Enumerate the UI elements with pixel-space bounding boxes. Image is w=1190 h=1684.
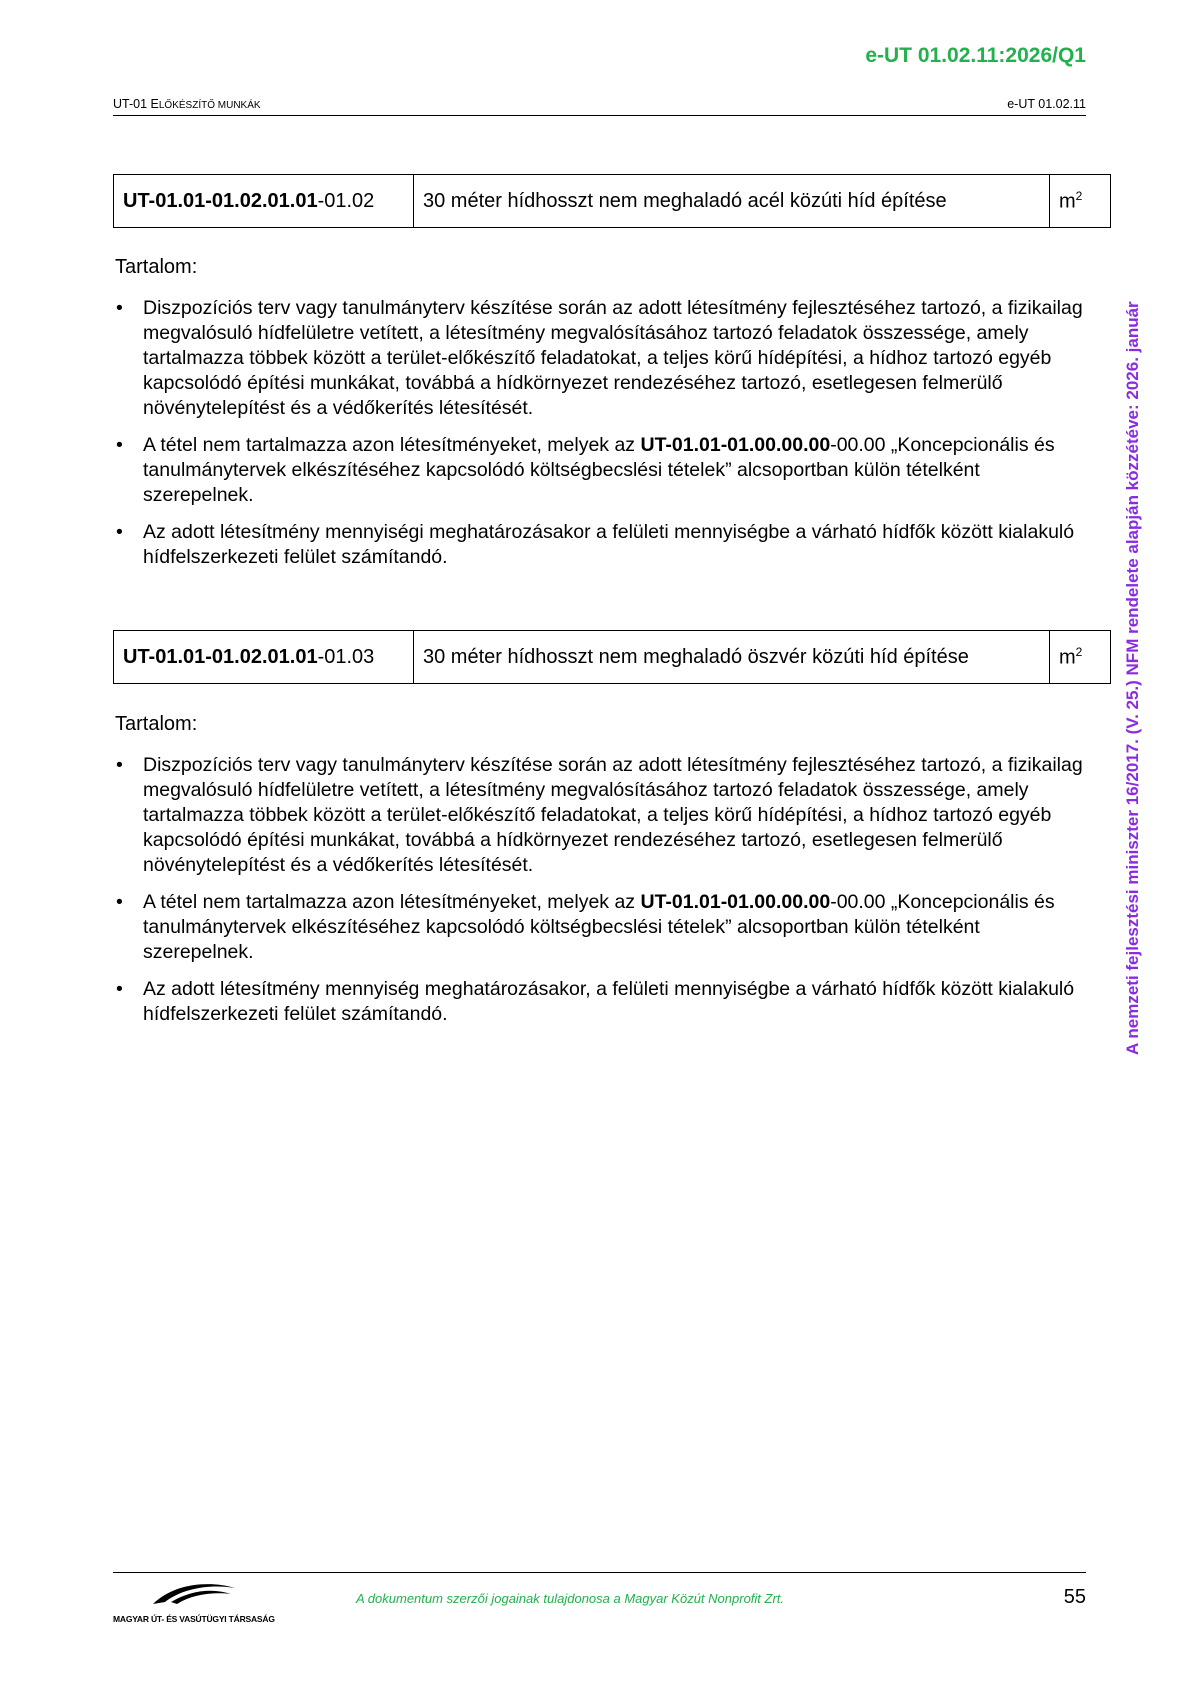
bullet-text-pre: A tétel nem tartalmazza azon létesítményeket, melyek az [143,891,641,913]
bullet-text: Az adott létesítmény mennyiség meghatározásakor, a felületi mennyiségbe a várható hídfők között kialakuló hídfelszerkezeti felület számítandó. [143,978,1075,1025]
header-rule [113,115,1086,116]
bullet-text: Az adott létesítmény mennyiségi meghatározásakor a felületi mennyiségbe a várható hídfők között kialakuló hídfelszerkezeti felület számítandó. [143,521,1075,568]
society-logo [113,1578,275,1624]
bullet-text-ref-code: UT-01.01-01.00.00.00 [640,434,831,456]
bullet-text-ref-code: UT-01.01-01.00.00.00 [640,891,831,913]
bullet-icon: • [116,754,123,776]
bullet-icon: • [116,297,123,319]
bullet-icon: • [116,434,123,456]
unit-base: m [1059,646,1076,669]
unit-exponent: 2 [1075,644,1083,659]
unit-base: m [1059,190,1076,213]
bullet-icon: • [116,521,123,543]
list-item [115,753,1090,878]
footer-copyright: A dokumentum szerzői jogainak tulajdonosa a Magyar Közút Nonprofit Zrt. [356,1591,785,1606]
page-number: 55 [1063,1586,1086,1608]
bullet-text-post: -00.00 „Koncepcionális és tanulmánytervek elkészítéséhez kapcsolódó költségbecslési tételek” alcsoportban külön tételként szerepelnek. [143,434,1055,506]
bullet-text-pre: A tétel nem tartalmazza azon létesítményeket, melyek az [143,434,641,456]
footer-rule [113,1572,1086,1573]
logo-text: MAGYAR ÚT- ÉS VASÚTÜGYI TÁRSASÁG [113,1614,275,1624]
side-publication-note: A nemzeti fejlesztési miniszter 16/2017. (V. 25.) NFM rendelete alapján közzétéve: 2026. január [1123,301,1142,1055]
header-chapter-smallcaps: LŐKÉSZÍTŐ MUNKÁK [158,100,261,111]
item-code-bold: UT-01.01-01.02.01.01 [123,189,318,212]
item-code-suffix: -01.03 [317,645,375,668]
item-code [114,631,414,684]
item-code-bold: UT-01.01-01.02.01.01 [123,645,318,668]
bullet-text-post: -00.00 „Koncepcionális és tanulmánytervek elkészítéséhez kapcsolódó költségbecslési tételek” alcsoportban külön tételként szerepelnek. [143,891,1055,963]
item-title: 30 méter hídhosszt nem meghaladó acél közúti híd építése [414,175,1050,228]
content-label: Tartalom: [115,713,198,735]
content-bullet-list [115,296,1090,582]
list-item [115,433,1090,508]
swoosh-logo-icon [113,1578,263,1608]
item-code-suffix: -01.02 [317,189,375,212]
bullet-icon: • [116,891,123,913]
item-code [114,175,414,228]
item-unit [1050,175,1111,228]
header-doc-ref: e-UT 01.02.11 [1007,97,1086,111]
list-item [115,520,1090,570]
bullet-icon: • [116,978,123,1000]
list-item [115,890,1090,965]
item-unit [1050,631,1111,684]
bullet-text: Diszpozíciós terv vagy tanulmányterv készítése során az adott létesítmény fejlesztéséhez tartozó, a fizikailag megvalósuló hídfelületre vetített, a létesítmény megvalósításához tartozó feladatok összessége, amely tartalmazza többek között a terület-előkészítő feladatokat, a teljes körű hídépítési, a hídhoz tartozó egyéb kapcsolódó építési munkákat, továbbá a hídkörnyezet rendezéséhez tartozó, esetlegesen felmerülő növénytelepítést és a védőkerítés létesítését. [143,297,1083,419]
bullet-text: Diszpozíciós terv vagy tanulmányterv készítése során az adott létesítmény fejlesztéséhez tartozó, a fizikailag megvalósuló hídfelületre vetített, a létesítmény megvalósításához tartozó feladatok összessége, amely tartalmazza többek között a terület-előkészítő feladatokat, a teljes körű hídépítési, a hídhoz tartozó egyéb kapcsolódó építési munkákat, továbbá a hídkörnyezet rendezéséhez tartozó, esetlegesen felmerülő növénytelepítést és a védőkerítés létesítését. [143,754,1083,876]
item-table-2 [113,630,1111,684]
header-chapter-title [113,97,261,111]
header-chapter-prefix: UT-01 E [113,97,159,111]
list-item [115,296,1090,421]
content-bullet-list [115,753,1090,1039]
item-title: 30 méter hídhosszt nem meghaladó öszvér közúti híd építése [414,631,1050,684]
document-id: e-UT 01.02.11:2026/Q1 [865,44,1086,67]
unit-exponent: 2 [1075,188,1083,203]
item-table-1 [113,174,1111,228]
list-item [115,977,1090,1027]
content-label: Tartalom: [115,256,198,278]
